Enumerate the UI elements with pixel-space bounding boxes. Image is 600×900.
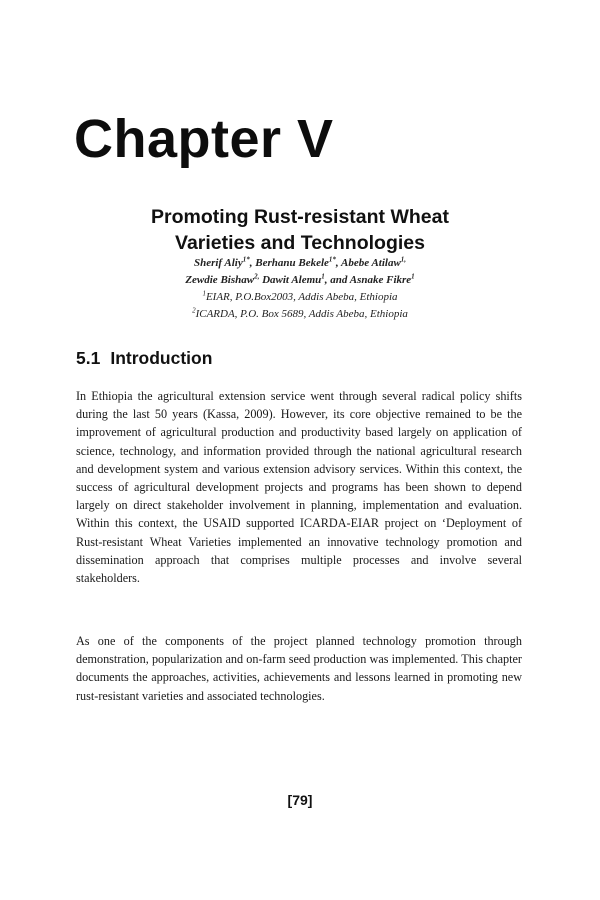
affiliation-text: EIAR, P.O.Box2003, Addis Abeba, Ethiopia	[205, 291, 398, 303]
author-line-2: Zewdie Bishaw$^{2,}$ Dawit Alemu$^1$, and Asnake Fikre$^1$	[185, 272, 415, 286]
author-line-1: Sherif Aliy$^{1*}$, Berhanu Bekele$^{1*}$, Abebe Atilaw$^{1,}$	[193, 255, 407, 269]
body-paragraph-2: As one of the components of the project planned technology promotion through demonstration, popularization and on-farm seed production was implemented. This chapter documents the approaches, activities, achievements and lessons learned in promoting new rust-resistant varieties and associated technologies.	[76, 634, 522, 703]
author-superscript: 1	[321, 272, 325, 281]
author-name: Zewdie Bishaw	[185, 274, 255, 286]
page-number: [79]	[287, 792, 313, 808]
affiliation-superscript: 1	[202, 289, 206, 298]
chapter-title-line-1: Promoting Rust-resistant Wheat	[151, 206, 449, 228]
author-superscript: 1	[411, 272, 415, 281]
affiliation-1	[110, 289, 490, 306]
chapter-title-line-2: Varieties and Technologies	[175, 232, 425, 254]
author-name: Abebe Atilaw	[341, 257, 401, 269]
affiliation-text: ICARDA, P.O. Box 5689, Addis Abeba, Ethiopia	[195, 308, 408, 320]
section-title: Introduction	[110, 348, 213, 368]
affiliation-2	[110, 306, 490, 323]
section-number: 5.1	[76, 348, 101, 368]
author-superscript: 1*	[242, 255, 250, 264]
author-name: Dawit Alemu	[262, 274, 322, 286]
author-superscript: 1,	[400, 255, 407, 264]
author-conjunction: and	[330, 274, 348, 286]
chapter-title	[90, 204, 510, 256]
author-block	[110, 255, 490, 323]
affiliation-superscript: 2	[192, 306, 196, 315]
body-paragraph-1: In Ethiopia the agricultural extension service went through several radical policy shifts during the last 50 years (Kassa, 2009). However, its core objective remained to be the improvement of agricultural production and productivity based largely on application of science, technology, and information provided through the national agricultural research and development system and various extension advisory services. Within this context, the success of agricultural development projects and programs has been shown to depend largely on direct stakeholder involvement in planning, implementation and evaluation. Within this context, the USAID supported ICARDA-EIAR project on ‘Deployment of Rust-resistant Wheat Varieties implemented an innovative technology promotion and dissemination approach that comprises multiple processes and involve several stakeholders.	[76, 389, 522, 586]
chapter-heading: Chapter V	[74, 109, 334, 169]
author-superscript: 2,	[254, 272, 260, 281]
author-superscript: 1*	[328, 255, 336, 264]
author-name: Berhanu Bekele	[255, 257, 329, 269]
author-name: Asnake Fikre	[349, 274, 412, 286]
author-name: Sherif Aliy	[193, 257, 243, 269]
section-heading	[76, 346, 212, 370]
